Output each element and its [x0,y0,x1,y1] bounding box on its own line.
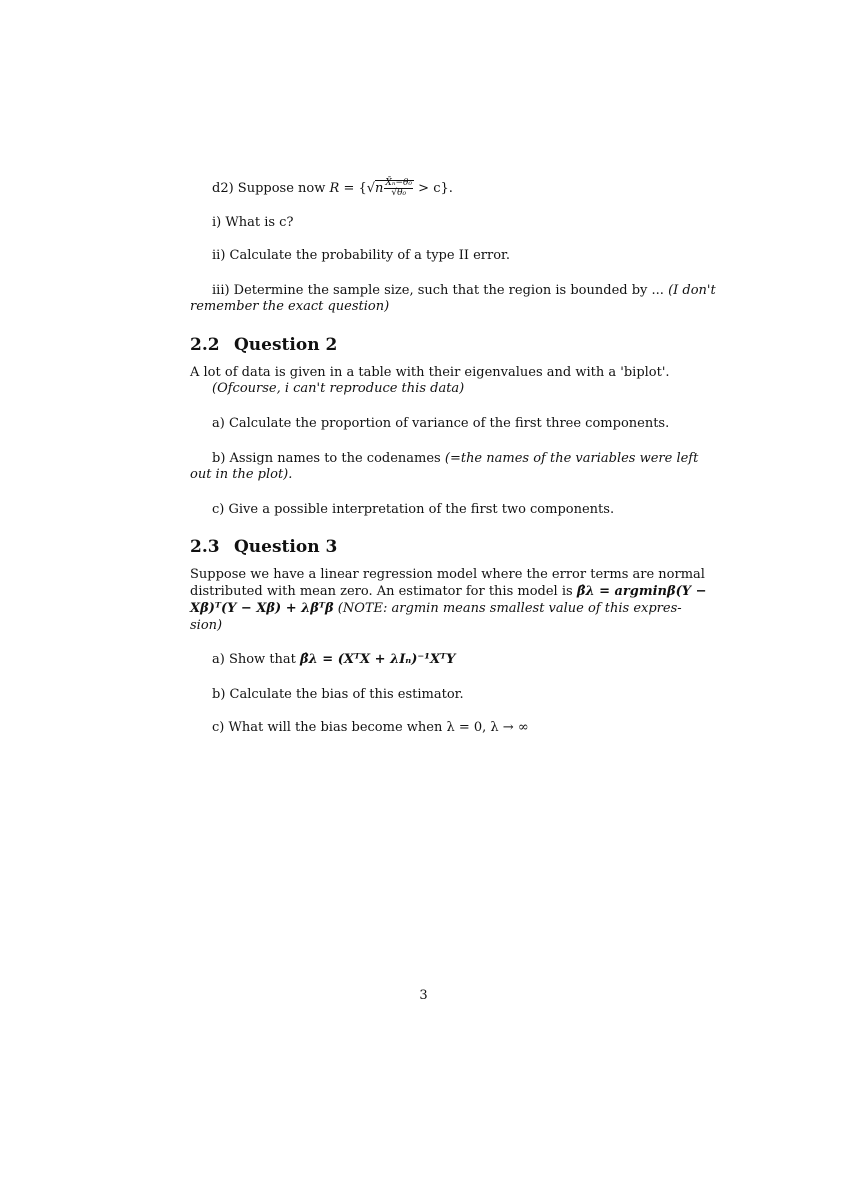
section-heading-q2 [190,335,337,355]
q2-b-line1 [212,450,698,467]
q3-estimator-math: β̂λ = argminβ(Y − [576,584,707,599]
section-title: Question 3 [234,537,338,557]
page-number: 3 [419,988,428,1003]
q1-d2-radicand: n $\frac{\text{X̄ₙ−θ₀}}{\text{√θ₀}}$ [375,178,413,198]
q3-note-italic: (NOTE: argmin means smallest value of this expres- [333,601,682,616]
q2-intro-line2: (Ofcourse, i can't reproduce this data) [212,381,465,396]
q2-intro-line1: A lot of data is given in a table with their eigenvalues and with a 'biplot'. [190,365,670,380]
q1-d2-lhs: R [329,181,340,196]
section-heading-q3 [190,537,337,557]
q2-a: a) Calculate the proportion of variance of the first three components. [212,416,670,431]
q1-d2-prefix: d2) Suppose now [212,181,330,196]
q1-iii-line2: remember the exact question) [190,299,390,314]
q2-c: c) Give a possible interpretation of the first two components. [212,502,615,517]
section-number: 2.2 [190,335,220,355]
q3-a-text: a) Show that [212,652,301,667]
q3-intro-line3 [190,600,682,617]
q2-b-text: b) Assign names to the codenames [212,451,445,466]
q3-b: b) Calculate the bias of this estimator. [212,687,464,702]
q3-intro-line1: Suppose we have a linear regression model where the error terms are normal [190,567,705,582]
section-number: 2.3 [190,537,220,557]
q3-intro-line4: sion) [190,618,223,633]
q2-b-italic: (=the names of the variables were left [444,451,699,466]
q2-b-line2: out in the plot). [190,467,293,482]
q3-a [212,651,455,668]
q3-c: c) What will the bias become when λ = 0, λ → ∞ [212,720,529,735]
q3-intro-text: distributed with mean zero. An estimator for this model is [190,584,577,599]
q1-d2-eq: = { [339,181,367,196]
q1-ii: ii) Calculate the probability of a type II error. [212,248,510,263]
q1-i: i) What is c? [212,215,294,230]
q1-iii-italic: (I don't [668,283,716,298]
q1-iii-line1 [212,282,716,299]
q3-a-math: β̂λ = (XᵀX + λIₙ)⁻¹XᵀY [300,652,456,667]
q3-intro-line2 [190,583,707,600]
q1-d2-rest: > c}. [414,181,453,196]
q1-iii-text: iii) Determine the sample size, such that the region is bounded by ... [212,283,669,298]
q1-d2-fraction: $\frac{\text{X̄ₙ−θ₀}}{\text{√θ₀}}$ [385,178,413,198]
q3-objective-math: Xβ)ᵀ(Y − Xβ) + λβᵀβ [190,601,334,616]
q1-d2-line: d2) Suppose now R = {√n $\frac{\text{X̄ₙ−θ₀}}{\text{√θ₀}}$ > c}. [212,178,453,198]
section-title: Question 2 [234,335,338,355]
